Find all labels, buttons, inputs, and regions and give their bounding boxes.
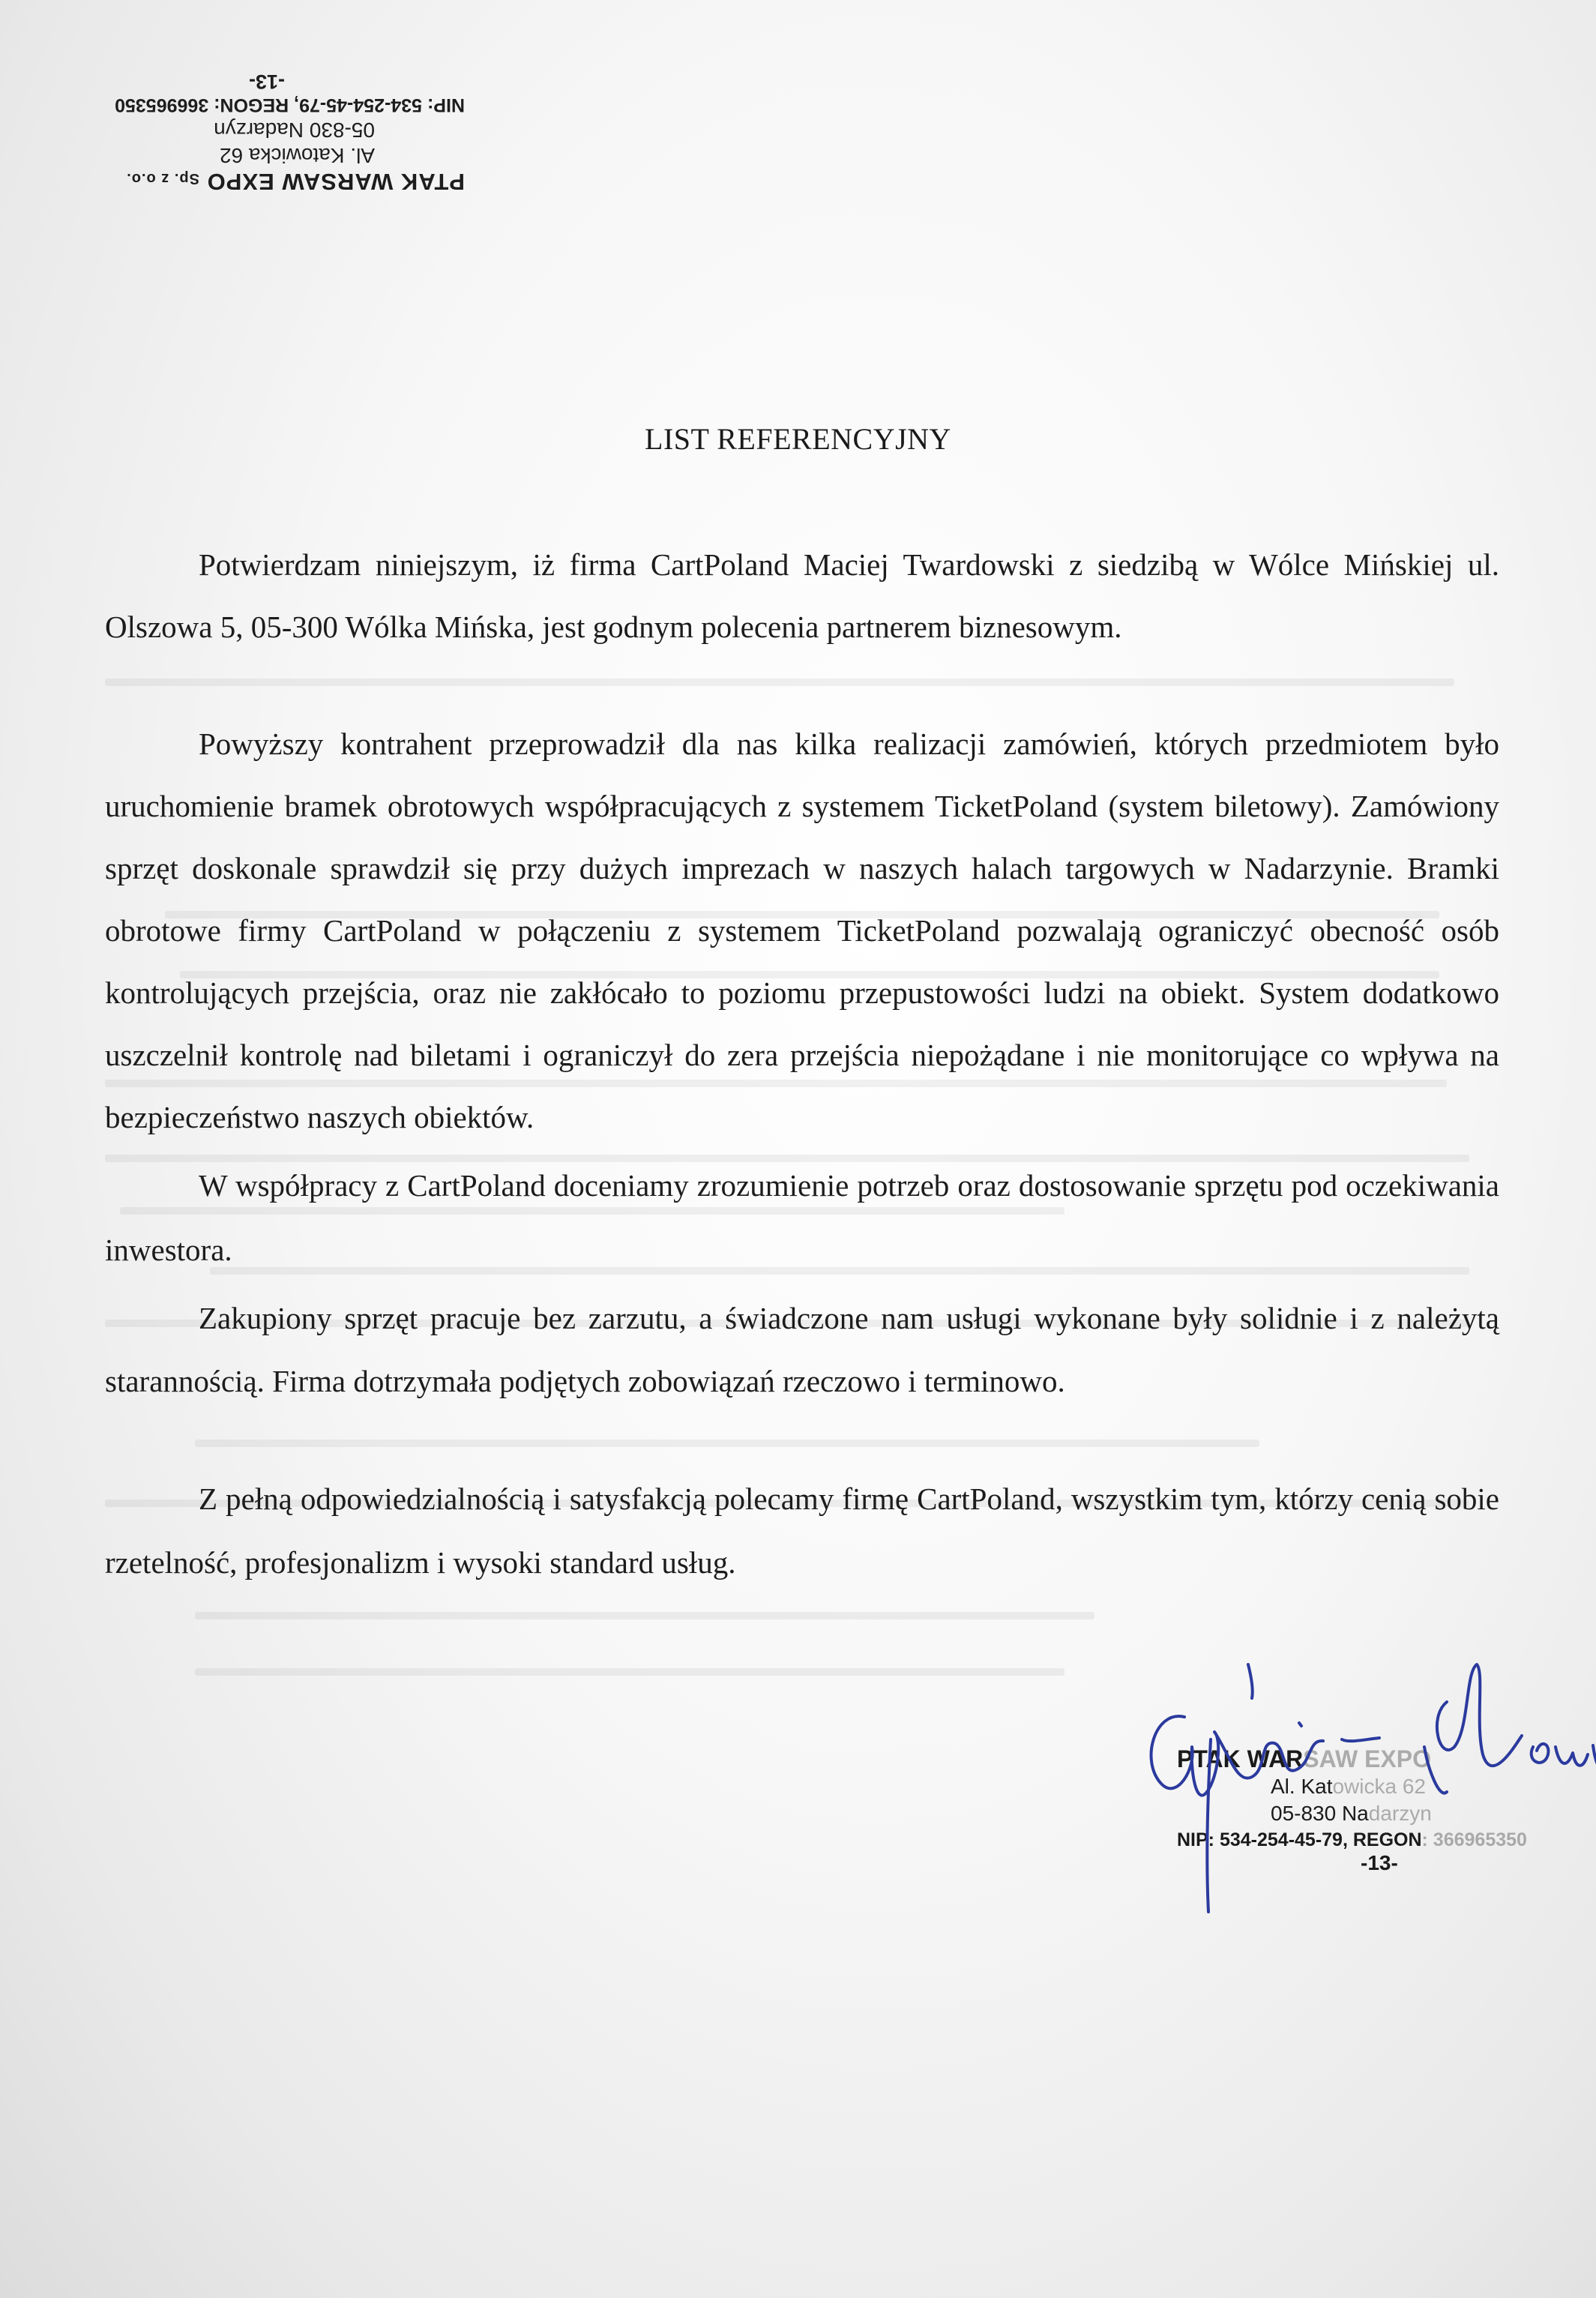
paragraph-intro: Potwierdzam niniejszym, iż firma CartPoland Maciej Twardowski z siedzibą w Wólce Mińskiej ul. Olszowa 5, 05-300 Wólka Mińska, jest godnym polecenia partnerem biznesowym. [105, 547, 1499, 644]
stamp-company-suffix: Sp. z o.o. [126, 170, 199, 187]
stamp-number: -13- [248, 70, 285, 93]
letter-body [105, 534, 1499, 1595]
stamp-bottom-street-visible: Al. Kat [1271, 1775, 1333, 1798]
stamp-bottom-number: -13- [1361, 1851, 1398, 1874]
stamp-company-name: PTAK WARSAW EXPO [206, 169, 465, 195]
handwritten-signature [1124, 1657, 1596, 1927]
show-through-line [195, 1612, 1094, 1619]
company-stamp-upside-down [75, 45, 465, 195]
show-through-line [195, 1668, 1064, 1676]
paragraph-recommendation: Z pełną odpowiedzialnością i satysfakcją polecamy firmę CartPoland, wszystkim tym, którzy cenią sobie rzetelność, profesjonalizm i wysoki standard usług. [105, 1482, 1499, 1580]
paragraph-equipment: Zakupiony sprzęt pracuje bez zarzutu, a świadczone nam usługi wykonane były solidnie i z należytą starannością. Firma dotrzymała podjętych zobowiązań rzeczowo i terminowo. [105, 1301, 1499, 1398]
stamp-company-line [75, 168, 465, 195]
stamp-street: Al. Katowicka 62 [220, 144, 375, 167]
stamp-bottom-company-visible: PTAK WAR [1177, 1745, 1304, 1772]
stamp-bottom-city-faded: darzyn [1368, 1802, 1432, 1825]
stamp-tax-ids: NIP: 534-254-45-79, REGON: 366965350 [115, 94, 465, 115]
document-title: LIST REFERENCYJNY [645, 422, 951, 456]
paragraph-cooperation: W współpracy z CartPoland doceniamy zrozumienie potrzeb oraz dostosowanie sprzętu pod oczekiwania inwestora. [105, 1168, 1499, 1267]
stamp-bottom-city-visible: 05-830 Na [1271, 1802, 1369, 1825]
stamp-bottom-tax-visible: NIP: 534-254-45-79, REGON [1177, 1829, 1422, 1850]
stamp-city: 05-830 Nadarzyn [214, 118, 375, 142]
stamp-bottom-street-faded: owicka 62 [1332, 1775, 1426, 1798]
stamp-bottom-company-faded: SAW EXPO [1303, 1745, 1431, 1772]
paragraph-details: Powyższy kontrahent przeprowadził dla nas kilka realizacji zamówień, których przedmiotem było uruchomienie bramek obrotowych współpracujących z systemem TicketPoland (system biletowy). Zamówiony sprzęt doskonale sprawdził się przy dużych imprezach w naszych halach targowych w Nadarzynie. Bramki obrotowe firmy CartPoland w połączeniu z systemem TicketPoland pozwalają ograniczyć obecność osób kontrolujących przejścia, oraz nie zakłócało to poziomu przepustowości ludzi na obiekt. System dodatkowo uszczelnił kontrolę nad biletami i ograniczył do zera przejścia niepożądane i nie monitorujące co wpływa na bezpieczeństwo naszych obiektów. [105, 727, 1499, 1134]
stamp-bottom-tax-faded: : 366965350 [1421, 1829, 1527, 1850]
